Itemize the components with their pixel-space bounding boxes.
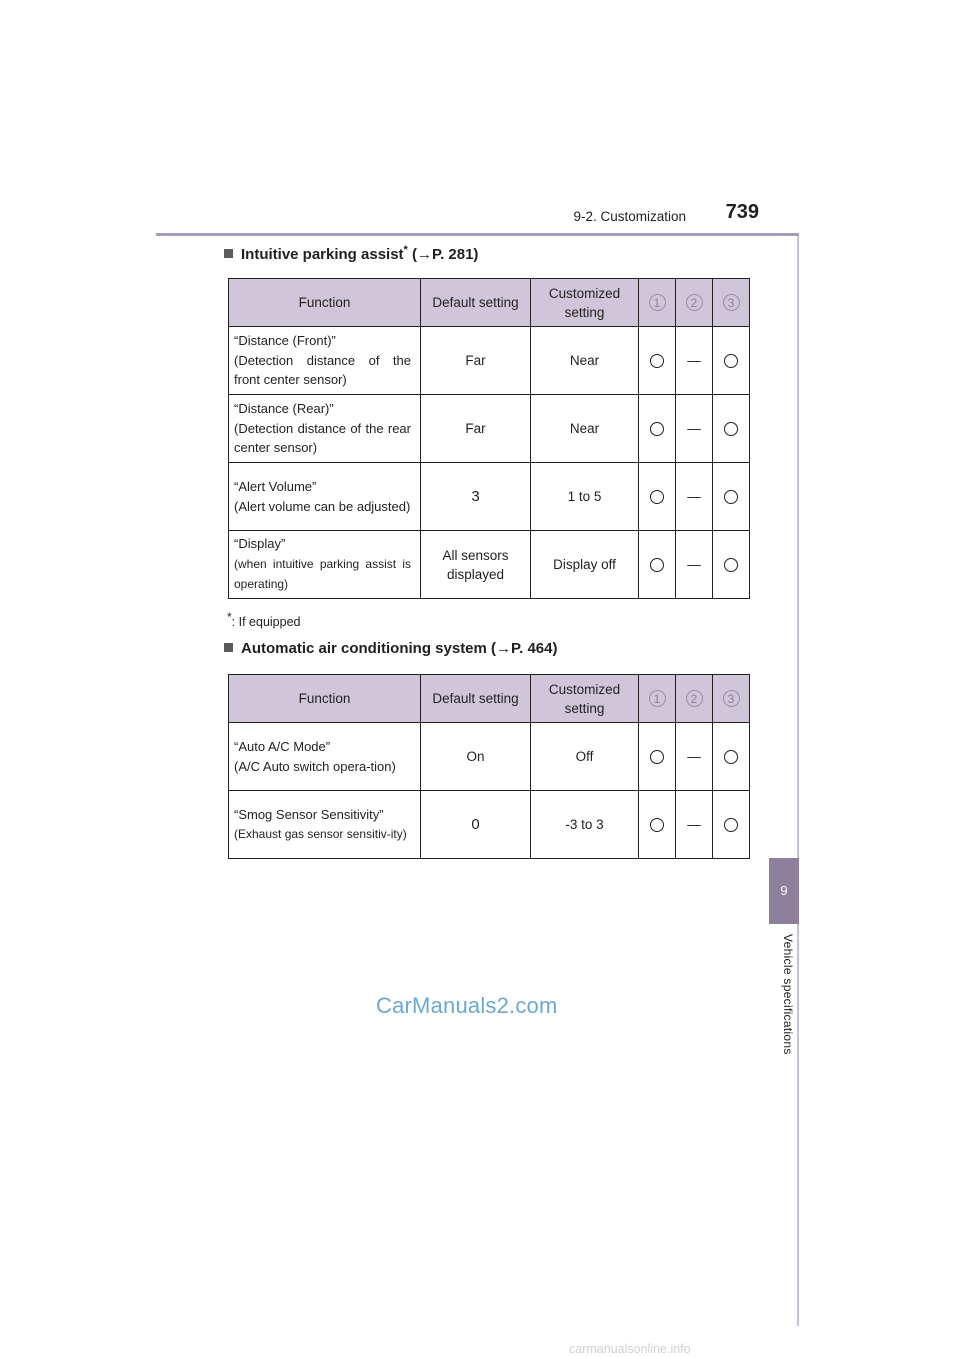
custom-cell: Near [531, 327, 639, 395]
default-cell: Far [421, 395, 531, 463]
table-row [229, 531, 750, 599]
mark-cell: — [676, 395, 713, 463]
circle-mark-icon [650, 490, 664, 504]
footnote-text: : If equipped [231, 615, 301, 630]
side-rule [797, 236, 799, 1326]
table-row [229, 791, 750, 859]
function-cell: “Display” (when intuitive parking assist is operating) [229, 531, 421, 599]
circle-mark-icon [724, 818, 738, 832]
table-row [229, 463, 750, 531]
circle-mark-icon [650, 354, 664, 368]
parking-assist-table [228, 278, 750, 599]
circle-mark-icon [650, 750, 664, 764]
circle-mark-icon [650, 422, 664, 436]
column-header-2 [676, 279, 713, 327]
column-header-1 [639, 279, 676, 327]
circled-number-icon: 2 [686, 690, 703, 707]
mark-cell [639, 395, 676, 463]
column-header: Customized setting [531, 675, 639, 723]
section2-ref: (→P. 464) [491, 640, 558, 657]
section1-heading [224, 244, 478, 263]
column-header: Function [229, 279, 421, 327]
default-cell: 3 [421, 463, 531, 531]
column-header: Default setting [421, 279, 531, 327]
column-header: Function [229, 675, 421, 723]
column-header-2 [676, 675, 713, 723]
default-cell: Far [421, 327, 531, 395]
watermark-logo[interactable]: CarManuals2.com [376, 993, 558, 1018]
column-header: Customized setting [531, 279, 639, 327]
mark-cell: — [676, 791, 713, 859]
custom-cell: Off [531, 723, 639, 791]
table-row [229, 723, 750, 791]
custom-cell: Near [531, 395, 639, 463]
circle-mark-icon [724, 354, 738, 368]
circle-mark-icon [724, 750, 738, 764]
mark-cell [713, 327, 750, 395]
mark-cell [713, 531, 750, 599]
function-cell: “Auto A/C Mode” (A/C Auto switch opera-tion) [229, 723, 421, 791]
function-cell: “Smog Sensor Sensitivity” (Exhaust gas sensor sensitiv-ity) [229, 791, 421, 859]
custom-cell: -3 to 3 [531, 791, 639, 859]
mark-cell [713, 723, 750, 791]
table-row [229, 395, 750, 463]
mark-cell [713, 395, 750, 463]
column-header-3 [713, 675, 750, 723]
circle-mark-icon [724, 558, 738, 572]
square-bullet-icon [224, 249, 233, 258]
circled-number-icon: 3 [723, 294, 740, 311]
column-header: Default setting [421, 675, 531, 723]
default-cell: 0 [421, 791, 531, 859]
section2-title: Automatic air conditioning system [241, 640, 487, 657]
footnote-star: * [227, 610, 232, 624]
column-header-1 [639, 675, 676, 723]
column-header-3 [713, 279, 750, 327]
mark-cell: — [676, 463, 713, 531]
page-header [156, 198, 799, 236]
function-cell: “Distance (Front)” (Detection distance of the front center sensor) [229, 327, 421, 395]
footnote [227, 610, 300, 629]
square-bullet-icon [224, 643, 233, 652]
function-cell: “Distance (Rear)” (Detection distance of the rear center sensor) [229, 395, 421, 463]
default-cell: On [421, 723, 531, 791]
footer-watermark: carmanualsonline.info [569, 1342, 691, 1356]
circled-number-icon: 1 [649, 294, 666, 311]
section2-heading [224, 640, 557, 657]
custom-cell: 1 to 5 [531, 463, 639, 531]
mark-cell: — [676, 531, 713, 599]
circled-number-icon: 1 [649, 690, 666, 707]
header-rule [156, 233, 799, 236]
circled-number-icon: 2 [686, 294, 703, 311]
custom-cell: Display off [531, 531, 639, 599]
mark-cell [713, 463, 750, 531]
function-cell: “Alert Volume” (Alert volume can be adjusted) [229, 463, 421, 531]
mark-cell [639, 531, 676, 599]
circle-mark-icon [724, 422, 738, 436]
section1-ref: (→P. 281) [412, 246, 479, 263]
section-title: 9-2. Customization [573, 209, 686, 224]
mark-cell [639, 791, 676, 859]
circle-mark-icon [650, 558, 664, 572]
section1-title: Intuitive parking assist [241, 246, 404, 263]
chapter-title: Vehicle specifications [781, 934, 795, 1055]
table-row [229, 327, 750, 395]
table-header-row [229, 675, 750, 723]
mark-cell [639, 327, 676, 395]
circled-number-icon: 3 [723, 690, 740, 707]
section1-star: * [403, 244, 408, 256]
circle-mark-icon [650, 818, 664, 832]
mark-cell: — [676, 723, 713, 791]
page-number: 739 [725, 201, 759, 223]
chapter-tab: 9 [769, 858, 799, 924]
mark-cell [639, 463, 676, 531]
mark-cell [639, 723, 676, 791]
default-cell: All sensors displayed [421, 531, 531, 599]
table-header-row [229, 279, 750, 327]
air-conditioning-table [228, 674, 750, 859]
circle-mark-icon [724, 490, 738, 504]
mark-cell: — [676, 327, 713, 395]
mark-cell [713, 791, 750, 859]
